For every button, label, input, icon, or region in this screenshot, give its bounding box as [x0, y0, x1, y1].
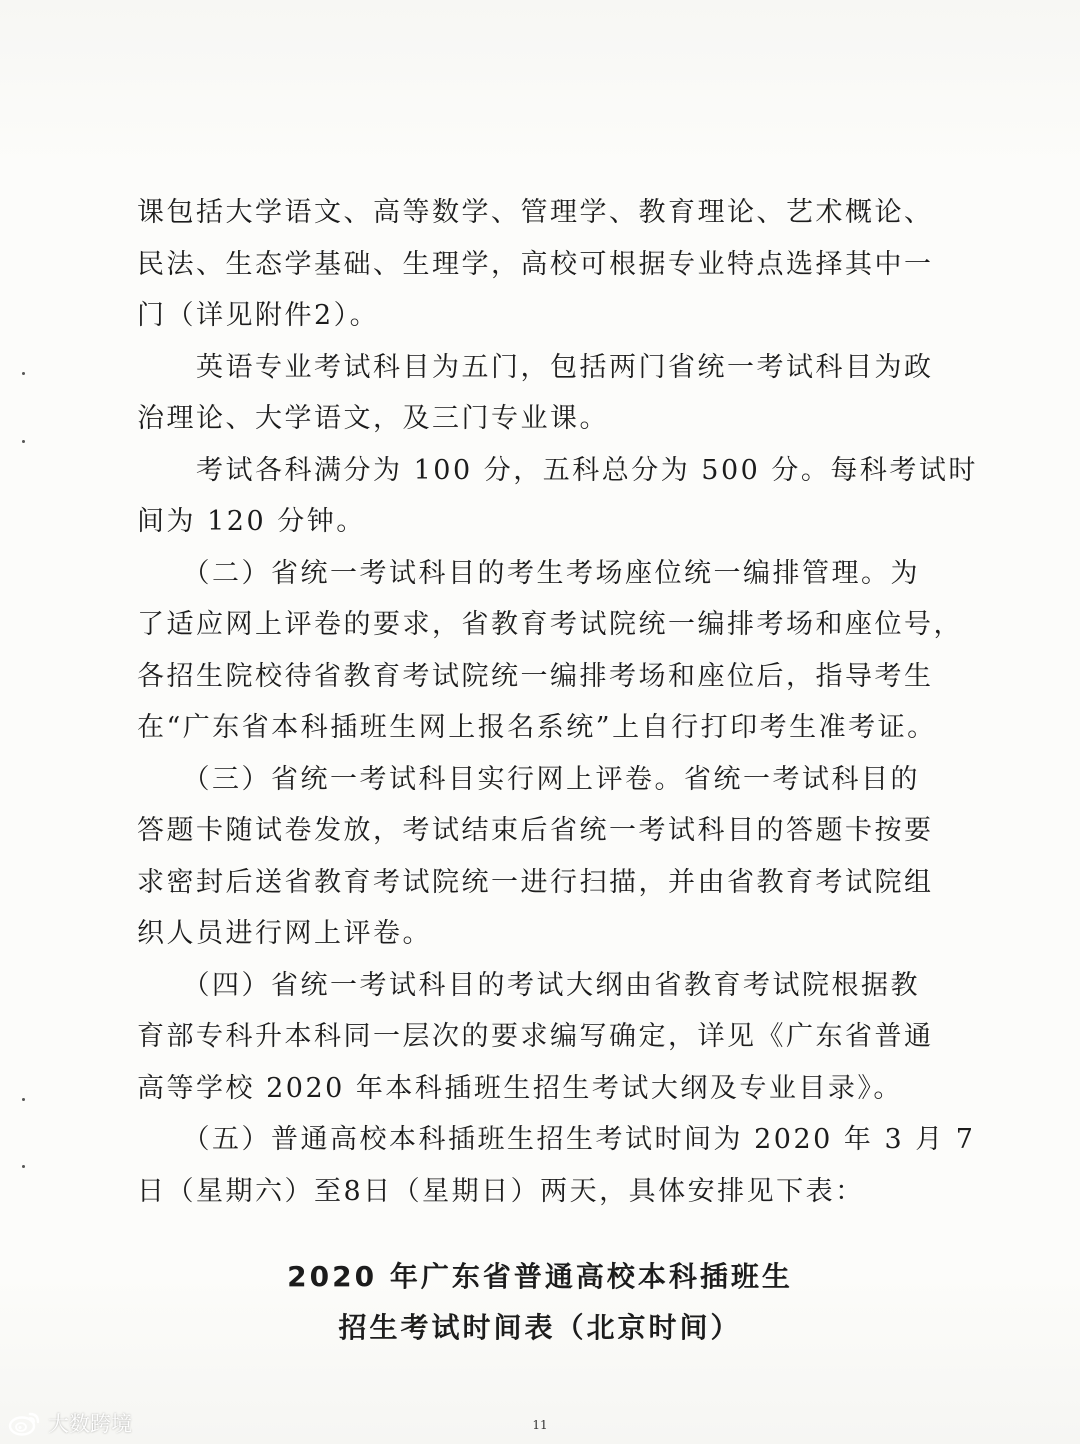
- paragraph-line: （五）普通高校本科插班生招生考试时间为 2020 年 3 月 7: [137, 1124, 976, 1155]
- watermark-text: 大数跨境: [48, 1412, 132, 1436]
- weibo-logo-icon: [8, 1409, 42, 1437]
- paragraph-line: 考试各科满分为 100 分，五科总分为 500 分。每科考试时: [137, 455, 978, 486]
- paragraph-line: 织人员进行网上评卷。: [137, 918, 432, 949]
- paragraph-line: （四）省统一考试科目的考试大纲由省教育考试院根据教: [137, 970, 920, 1001]
- paragraph-line: 求密封后送省教育考试院统一进行扫描，并由省教育考试院组: [137, 867, 934, 898]
- paragraph-line: （三）省统一考试科目实行网上评卷。省统一考试科目的: [137, 764, 920, 795]
- paragraph-line: 门（详见附件2）。: [137, 300, 380, 331]
- margin-dot: [22, 372, 25, 375]
- paragraph-line: 课包括大学语文、高等数学、管理学、教育理论、艺术概论、: [137, 197, 934, 228]
- paragraph-line: 英语专业考试科目为五门，包括两门省统一考试科目为政: [137, 352, 934, 383]
- margin-dot: [22, 440, 25, 443]
- table-title-line-1: 2020 年广东省普通高校本科插班生: [287, 1260, 793, 1293]
- page-number: 11: [532, 1418, 548, 1432]
- paragraph-line: 日（星期六）至8日（星期日）两天，具体安排见下表：: [137, 1176, 865, 1207]
- paragraph-line: 治理论、大学语文，及三门专业课。: [137, 403, 609, 434]
- table-title-line-2: 招生考试时间表（北京时间）: [338, 1311, 742, 1344]
- paragraph-line: 答题卡随试卷发放，考试结束后省统一考试科目的答题卡按要: [137, 815, 934, 846]
- margin-dot: [22, 1098, 25, 1101]
- paragraph-line: （二）省统一考试科目的考生考场座位统一编排管理。为: [137, 558, 920, 589]
- paragraph-line: 育部专科升本科同一层次的要求编写确定，详见《广东省普通: [137, 1021, 934, 1052]
- paragraph-line: 民法、生态学基础、生理学，高校可根据专业特点选择其中一: [137, 249, 934, 280]
- margin-dot: [22, 1165, 25, 1168]
- paragraph-line: 在“广东省本科插班生网上报名系统”上自行打印考生准考证。: [137, 712, 937, 743]
- paragraph-line: 各招生院校待省教育考试院统一编排考场和座位后，指导考生: [137, 661, 934, 692]
- paragraph-line: 高等学校 2020 年本科插班生招生考试大纲及专业目录》。: [137, 1073, 903, 1104]
- paragraph-line: 间为 120 分钟。: [137, 506, 366, 537]
- paragraph-line: 了适应网上评卷的要求，省教育考试院统一编排考场和座位号，: [137, 609, 963, 640]
- watermark: [8, 1406, 132, 1440]
